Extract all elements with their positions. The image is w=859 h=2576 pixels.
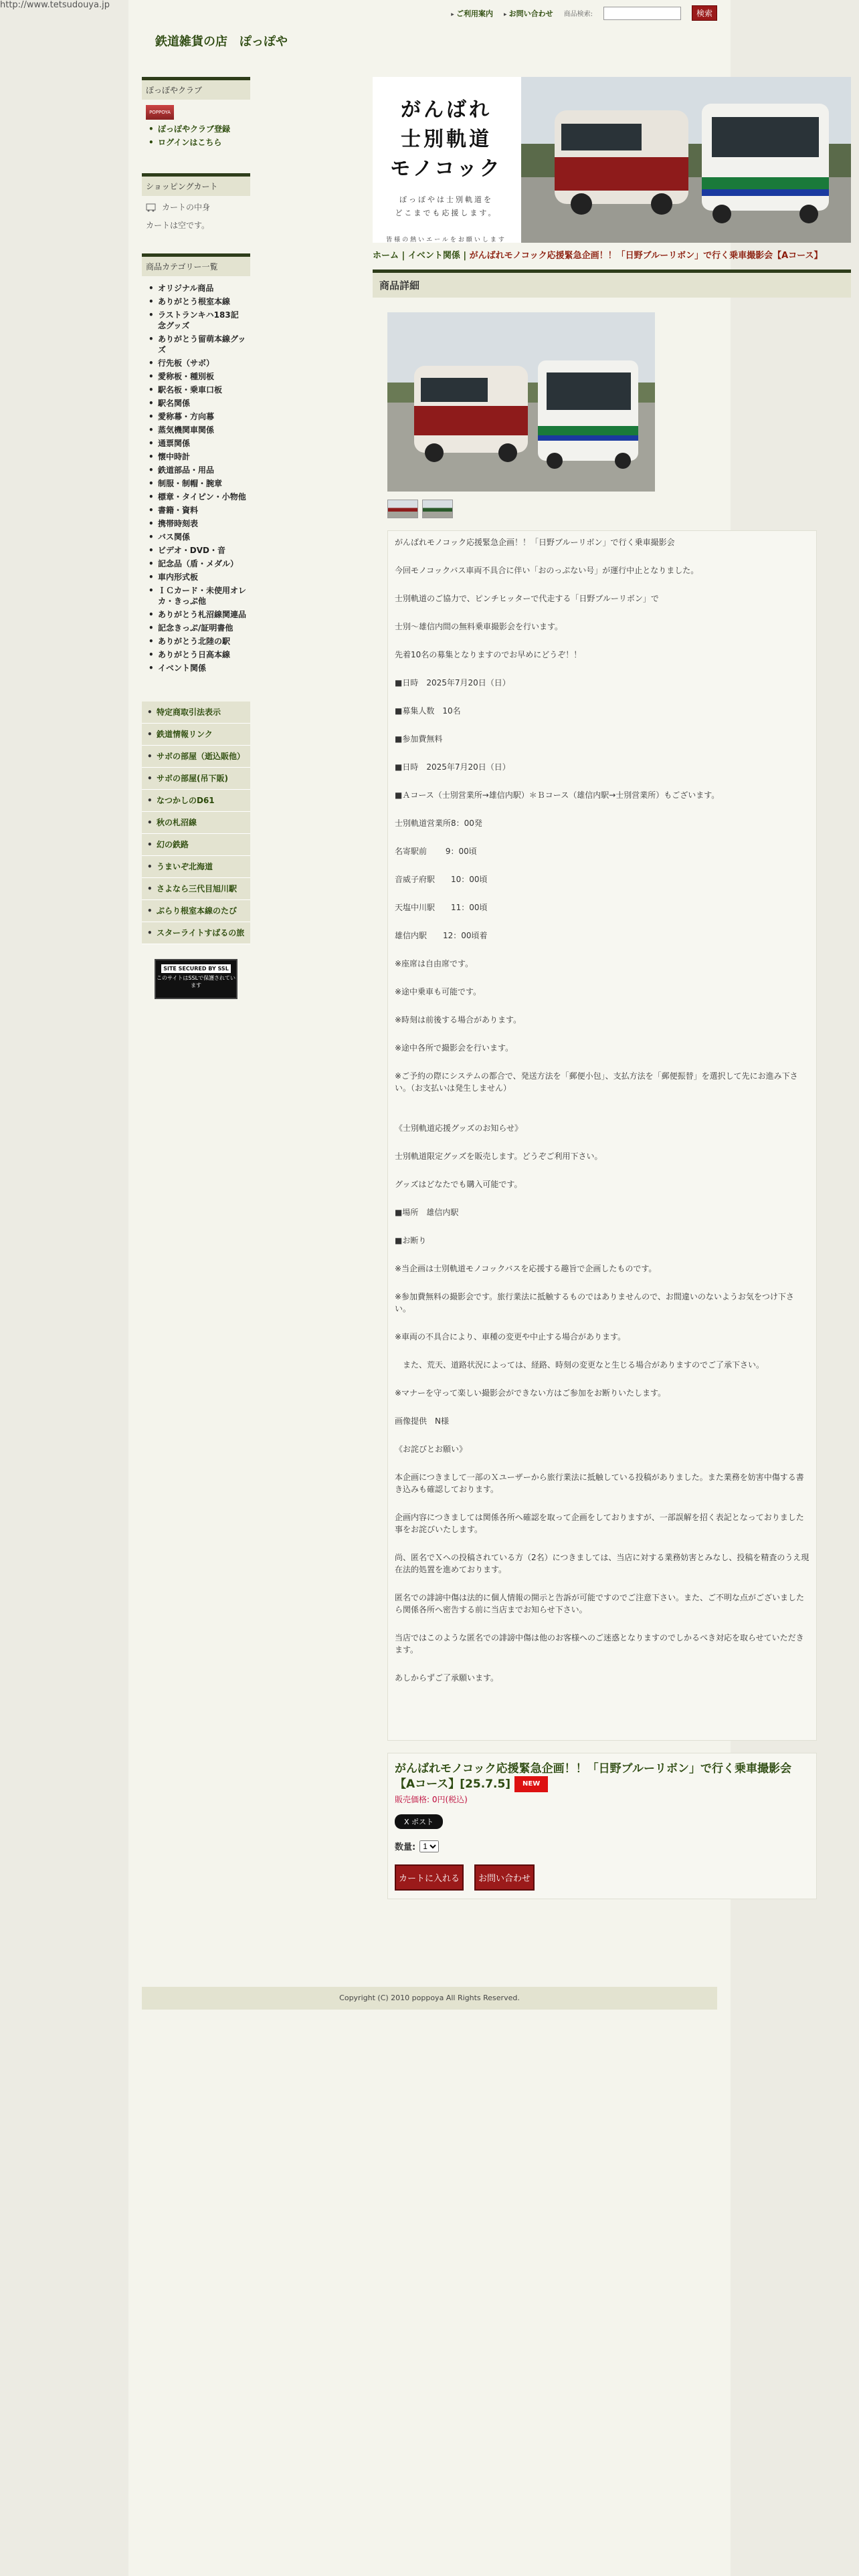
breadcrumb-separator: | bbox=[463, 251, 470, 261]
nav-contact-link[interactable]: ▸ お問い合わせ bbox=[504, 8, 553, 19]
description-paragraph: 音威子府駅 10：00頃 bbox=[395, 875, 488, 884]
description-paragraph: 《お詫びとお願い》 bbox=[395, 1444, 468, 1454]
hero-logo-line5: どこまでも応援します。 bbox=[395, 209, 498, 217]
description-paragraph: ■お断り bbox=[395, 1236, 427, 1245]
hero-logo-line6: 皆様の熱いエールをお願いします bbox=[386, 237, 506, 243]
category-item[interactable]: • 駅名板・乗車口板 bbox=[146, 383, 246, 397]
cart-box bbox=[142, 196, 250, 236]
ssl-badge-title: SITE SECURED BY SSL bbox=[161, 964, 231, 973]
hero-logo-line2: 士別軌道 bbox=[401, 128, 492, 151]
description-paragraph: 先着10名の募集となりますのでお早めにどうぞ！！ bbox=[395, 650, 582, 659]
description-paragraph: 匿名での誹謗中傷は法的に個人情報の開示と告訴が可能ですのでご注意下さい。また、ご不明な点がございましたら関係各所へ密告する前に当店までお知らせ下さい。 bbox=[395, 1593, 805, 1614]
description-paragraph: 天塩中川駅 11：00頃 bbox=[395, 903, 488, 912]
search-input[interactable] bbox=[603, 7, 681, 20]
club-register-link[interactable]: • ぽっぽやクラブ登録 bbox=[146, 122, 246, 136]
description-paragraph: 士別軌道営業所8：00発 bbox=[395, 819, 482, 828]
description-paragraph: 尚、匿名でＸへの投稿されている方（2名）につきましては、当店に対する業務妨害とみなし、投稿を精査のうえ現在法的処置を進めております。 bbox=[395, 1553, 809, 1574]
hero-logo-line4: ぽっぽやは士別軌道を bbox=[399, 195, 493, 204]
club-links bbox=[142, 122, 250, 149]
category-item[interactable]: • ありがとう北陸の駅 bbox=[146, 635, 246, 648]
category-item[interactable]: • イベント関係 bbox=[146, 661, 246, 675]
banner-link[interactable]: • スターライトすばるの旅 bbox=[142, 922, 250, 944]
product-price: 販売価格: 0円(税込) bbox=[395, 1795, 468, 1804]
page-container bbox=[128, 0, 823, 2576]
category-item[interactable]: • ありがとう日高本線 bbox=[146, 648, 246, 661]
breadcrumb-home[interactable]: ホーム bbox=[373, 251, 399, 261]
description-paragraph: ■日時 2025年7月20日（日） bbox=[395, 678, 510, 687]
description-paragraph: 士別～雄信内間の無料乗車撮影会を行います。 bbox=[395, 622, 563, 631]
category-item[interactable]: • 蒸気機関車関係 bbox=[146, 423, 246, 437]
thumbnail-strip bbox=[387, 500, 851, 518]
new-badge: NEW bbox=[514, 1776, 548, 1792]
category-list bbox=[142, 276, 250, 675]
category-item[interactable]: • オリジナル商品 bbox=[146, 282, 246, 295]
banner-link[interactable]: • 特定商取引法表示 bbox=[142, 702, 250, 724]
banner-link[interactable]: • なつかしのD61 bbox=[142, 790, 250, 812]
category-item[interactable]: • ありがとう札沼線関連品 bbox=[146, 608, 246, 621]
banner-link[interactable]: • サボの部屋（逝込販他） bbox=[142, 746, 250, 768]
nav-guide-link[interactable]: ▸ ご利用案内 bbox=[451, 8, 493, 19]
category-item[interactable]: • ありがとう留萌本線グッズ bbox=[146, 332, 246, 356]
description-paragraph: ※途中各所で撮影会を行います。 bbox=[395, 1043, 514, 1053]
category-item[interactable]: • 記念品（盾・メダル） bbox=[146, 557, 246, 570]
description-paragraph: また、荒天、道路状況によっては、経路、時刻の変更なと生じる場合がありますのでご了承下さい。 bbox=[395, 1360, 765, 1370]
description-paragraph: あしからずご了承願います。 bbox=[395, 1673, 499, 1683]
banner-link[interactable]: • ぶらり根室本線のたび bbox=[142, 900, 250, 922]
category-item[interactable]: • ありがとう根室本線 bbox=[146, 295, 246, 308]
quantity-row bbox=[395, 1840, 809, 1852]
banner-link[interactable]: • 幻の鉄路 bbox=[142, 834, 250, 856]
banner-link[interactable]: • サボの部屋(吊下販) bbox=[142, 768, 250, 790]
description-paragraph: 《士別軌道応援グッズのお知らせ》 bbox=[395, 1123, 523, 1133]
hero-logo-line3: モノコック bbox=[390, 157, 502, 181]
club-header: ぽっぽやクラブ bbox=[142, 77, 250, 100]
category-item[interactable]: • 駅名関係 bbox=[146, 397, 246, 410]
sidebar bbox=[142, 77, 250, 999]
quantity-label: 数量: bbox=[395, 1842, 416, 1852]
quantity-select[interactable] bbox=[419, 1840, 439, 1852]
description-paragraph: 今回モノコックバス車両不具合に伴い「おのっぷない号」が運行中止となりました。 bbox=[395, 566, 699, 575]
category-item[interactable]: • バス関係 bbox=[146, 530, 246, 544]
category-item[interactable]: • 車内形式板 bbox=[146, 570, 246, 584]
description-paragraph: ※マナーを守って楽しい撮影会ができない方はご参加をお断りいたします。 bbox=[395, 1388, 666, 1398]
breadcrumb bbox=[373, 249, 851, 263]
description-paragraph: 士別軌道のご協力で、ピンチヒッターで代走する「日野ブルーリボン」で bbox=[395, 594, 659, 603]
banner-link[interactable]: • うまいぞ北海道 bbox=[142, 856, 250, 878]
category-item[interactable]: • 携帯時刻表 bbox=[146, 517, 246, 530]
category-item[interactable]: • 通票関係 bbox=[146, 437, 246, 450]
category-header: 商品カテゴリー一覧 bbox=[142, 253, 250, 276]
description-paragraph: ※時刻は前後する場合があります。 bbox=[395, 1015, 522, 1025]
shop-name[interactable]: 鉄道雑貨の店 ぽっぽや bbox=[155, 35, 288, 49]
x-post-button[interactable]: X ポスト bbox=[395, 1814, 443, 1829]
product-main-image[interactable] bbox=[387, 312, 655, 492]
banner-list bbox=[142, 702, 250, 944]
top-nav bbox=[451, 5, 717, 21]
description-paragraph: ※ご予約の際にシステムの都合で、発送方法を「郵便小包」、支払方法を「郵便振替」を選択して先にお進み下さい。（お支払いは発生しません） bbox=[395, 1071, 798, 1093]
description-paragraph: 当店ではこのような匿名での誹謗中傷は他のお客様へのご迷惑となりますのでしかるべき対応を取らせていただきます。 bbox=[395, 1633, 804, 1654]
category-item[interactable]: • ラストランキハ183記念グッズ bbox=[146, 308, 246, 332]
banner-link[interactable]: • 秋の札沼線 bbox=[142, 812, 250, 834]
breadcrumb-separator: | bbox=[401, 251, 408, 261]
banner-link[interactable]: • 鉄道情報リンク bbox=[142, 724, 250, 746]
browser-url: http://www.tetsudouya.jp bbox=[0, 0, 110, 10]
description-paragraph: 企画内容につきましては関係各所へ確認を取って企画をしておりますが、一部誤解を招く表記となっておりました事をお詫びいたします。 bbox=[395, 1513, 804, 1534]
club-logo: POPPOYA bbox=[146, 105, 174, 120]
category-item[interactable]: • 書籍・資料 bbox=[146, 504, 246, 517]
category-item[interactable]: • ビデオ・DVD・音 bbox=[146, 544, 246, 557]
category-item[interactable]: • 愛称幕・方向幕 bbox=[146, 410, 246, 423]
description-paragraph: グッズはどなたでも購入可能です。 bbox=[395, 1180, 522, 1189]
category-item[interactable]: • 制服・制帽・腕章 bbox=[146, 477, 246, 490]
description-paragraph: ※参加費無料の撮影会です。旅行業法に抵触するものではありませんので、お間違いのないようお気をつけ下さい。 bbox=[395, 1292, 794, 1313]
product-description bbox=[387, 530, 817, 1741]
category-item[interactable]: • 行先板（サボ） bbox=[146, 356, 246, 370]
hero-banner bbox=[373, 77, 851, 243]
category-item[interactable]: • 記念きっぷ/証明書他 bbox=[146, 621, 246, 635]
description-paragraph: 画像提供 N様 bbox=[395, 1416, 449, 1426]
cart-header: ショッピングカート bbox=[142, 173, 250, 196]
purchase-box bbox=[387, 1753, 817, 1899]
main-content bbox=[373, 77, 851, 1899]
description-paragraph: ■募集人数 10名 bbox=[395, 706, 461, 716]
inquiry-button[interactable]: お問い合わせ bbox=[474, 1864, 535, 1891]
category-item[interactable]: • 懐中時計 bbox=[146, 450, 246, 463]
cart-contents-link[interactable]: カートの中身 bbox=[162, 203, 211, 212]
ssl-badge bbox=[155, 959, 237, 999]
breadcrumb-category[interactable]: イベント関係 bbox=[407, 251, 460, 261]
thumbnail-2[interactable] bbox=[422, 500, 453, 518]
category-item[interactable]: • 標章・タイピン・小物他 bbox=[146, 490, 246, 504]
description-paragraph: 士別軌道限定グッズを販売します。どうぞご利用下さい。 bbox=[395, 1152, 603, 1161]
footer: Copyright (C) 2010 poppoya All Rights Reserved. bbox=[142, 1987, 717, 2010]
search-button[interactable]: 検索 bbox=[692, 5, 717, 21]
thumbnail-1[interactable] bbox=[387, 500, 418, 518]
description-paragraph: ■Ａコース（士別営業所→雄信内駅）＊Ｂコース（雄信内駅→士別営業所）もございます。 bbox=[395, 790, 720, 800]
description-paragraph: がんばれモノコック応援緊急企画！！「日野ブルーリボン」で行く乗車撮影会 bbox=[395, 538, 675, 547]
banner-link[interactable]: • さよなら三代目旭川駅 bbox=[142, 878, 250, 900]
description-paragraph: ■日時 2025年7月20日（日） bbox=[395, 762, 510, 772]
cart-empty-text: カートは空です。 bbox=[146, 221, 210, 230]
product-detail-header: 商品詳細 bbox=[373, 270, 851, 298]
description-paragraph: ■参加費無料 bbox=[395, 734, 443, 744]
category-item[interactable]: • 愛称板・種別板 bbox=[146, 370, 246, 383]
description-paragraph: ■場所 雄信内駅 bbox=[395, 1208, 459, 1217]
search-label: 商品検索: bbox=[563, 11, 593, 18]
hero-logo bbox=[373, 77, 520, 243]
description-paragraph: 雄信内駅 12：00頃着 bbox=[395, 931, 488, 940]
product-title-text: がんばれモノコック応援緊急企画！！「日野ブルーリボン」で行く乗車撮影会【Aコース】[25.7.5] bbox=[395, 1762, 791, 1791]
description-paragraph: ※車両の不具合により、車種の変更や中止する場合があります。 bbox=[395, 1332, 626, 1341]
ssl-badge-text: このサイトはSSLで保護されています bbox=[156, 975, 236, 988]
category-item[interactable]: • 鉄道部品・用品 bbox=[146, 463, 246, 477]
cart-icon bbox=[146, 203, 157, 212]
hero-bus-photo bbox=[521, 77, 851, 243]
hero-logo-line1: がんばれ bbox=[401, 98, 492, 122]
category-item[interactable]: • ＩＣカード・未使用オレカ・きっぷ他 bbox=[146, 584, 246, 608]
purchase-buttons bbox=[395, 1864, 809, 1891]
breadcrumb-current: がんばれモノコック応援緊急企画！！「日野ブルーリボン」で行く乗車撮影会【Aコース】 bbox=[469, 251, 823, 261]
description-paragraph: 本企画につきまして一部のＸユーザーから旅行業法に抵触している投稿がありました。また業務を妨害中傷する書き込みも確認しております。 bbox=[395, 1473, 804, 1494]
product-title bbox=[395, 1761, 809, 1792]
login-link[interactable]: • ログインはこちら bbox=[146, 136, 246, 149]
description-paragraph: ※当企画は士別軌道モノコックバスを応援する趣旨で企画したものです。 bbox=[395, 1264, 657, 1273]
description-paragraph: ※途中乗車も可能です。 bbox=[395, 987, 482, 996]
add-to-cart-button[interactable]: カートに入れる bbox=[395, 1864, 464, 1891]
description-paragraph: 名寄駅前 9：00頃 bbox=[395, 847, 477, 856]
description-paragraph: ※座席は自由席です。 bbox=[395, 959, 474, 968]
